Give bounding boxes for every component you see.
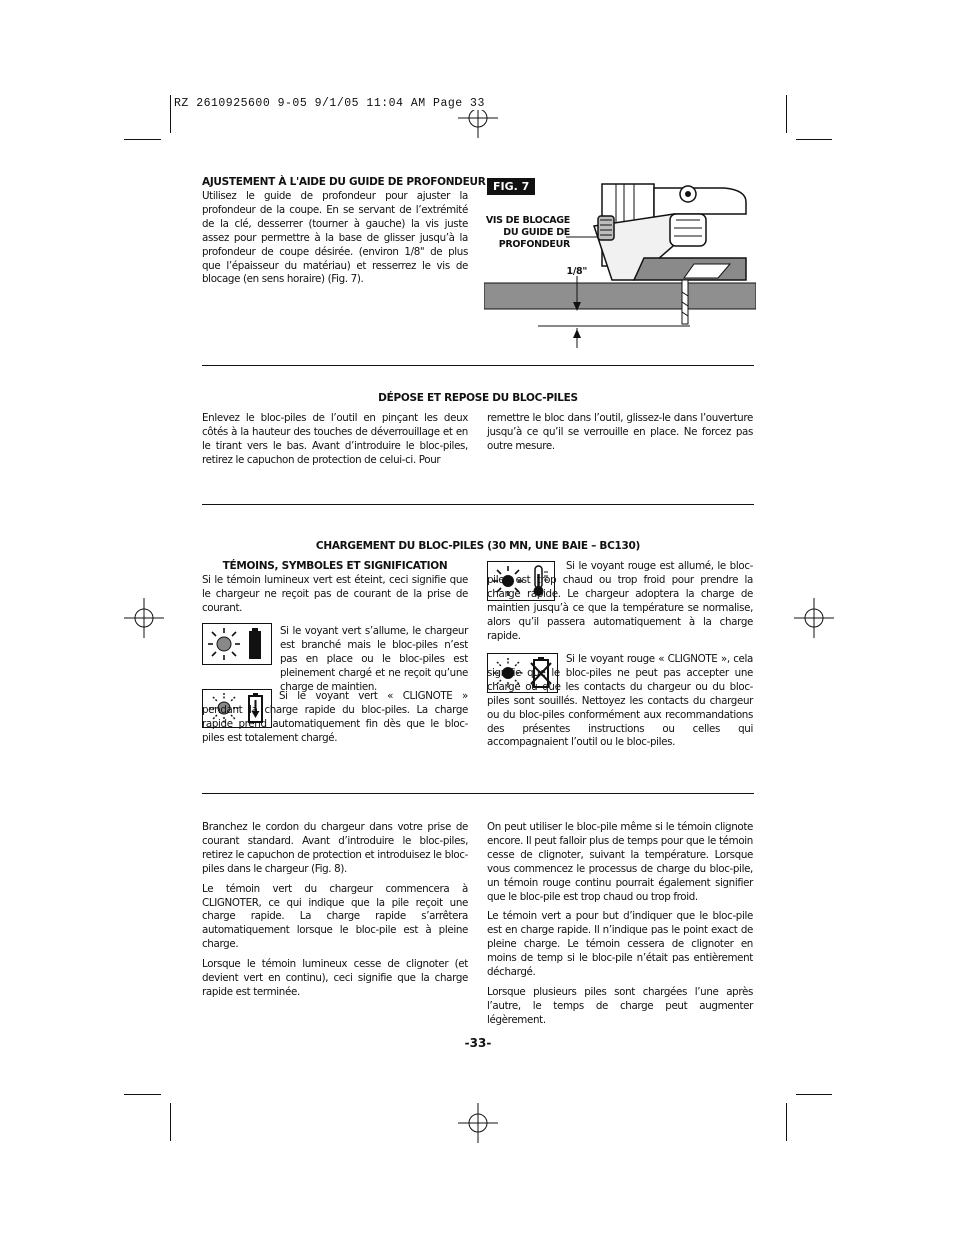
fig7-router-illustration xyxy=(484,180,756,350)
registration-target-bottom xyxy=(458,1103,498,1143)
procedure-left-p2: Le témoin vert du chargeur commencera à CLIGNOTER, ce qui indique que la pile reçoit une charge rapide. La charge rapide s’arrêtera automatiquement lorsque le bloc-pile est à pleine charge. xyxy=(202,882,468,951)
battery-col1: Enlevez le bloc-piles de l’outil en pinçant les deux côtés à la hauteur des touches de déverrouillage et en le tirant vers le bas. Avant d’introduire le bloc-piles, retirez le capuchon de protection de celui-ci. Pour xyxy=(202,412,468,466)
charging-subheading: TÉMOINS, SYMBOLES ET SIGNIFICATION xyxy=(222,560,448,572)
callout-line-2: DU GUIDE DE xyxy=(503,227,570,238)
procedure-left-column xyxy=(202,821,468,1006)
fig7-label: FIG. 7 xyxy=(487,178,535,195)
procedure-right-p1: On peut utiliser le bloc-pile même si le témoin clignote encore. Il peut falloir plus de temps pour que le témoin cesse de clignoter, suivant la température. Lorsque vous commencez le processus de charge du bloc-pile, un témoin rouge continu pourrait également signifier que le bloc-pile est trop chaud ou trop froid. xyxy=(487,821,753,903)
procedure-right-p2: Le témoin vert a pour but d’indiquer que le bloc-pile est en charge rapide. Il n’indique pas le point exact de pleine charge. Le témoin cessera de clignoter en moins de temp si le bloc-pile n’était pas entièrement déchargé. xyxy=(487,910,753,979)
callout-line-1: VIS DE BLOCAGE xyxy=(485,215,570,226)
divider-2 xyxy=(202,504,754,505)
divider-3 xyxy=(202,793,754,794)
red-blink-text: Si le voyant rouge « CLIGNOTE », cela signifie que le bloc-piles ne peut pas accepter une charge ou que les contacts du chargeur ou du bloc-piles sont souillés. Nettoyez les contacts du chargeur ou du bloc-piles conformément aux recommandations des présentes instructions ou celles qui accompagnaient l’outil ou le bloc-piles. xyxy=(487,653,753,749)
fig7-dimension: 1/8" xyxy=(566,266,587,277)
charging-heading: CHARGEMENT DU BLOC-PILES (30 MN, UNE BAIE – BC130) xyxy=(315,540,641,552)
green-on-icon-box xyxy=(202,623,272,665)
registration-target-left xyxy=(124,598,164,638)
callout-line-3: PROFONDEUR xyxy=(498,239,570,250)
procedure-left-p3: Lorsque le témoin lumineux cesse de clignoter (et devient vert en continu), ceci signifie que la charge rapide est terminée. xyxy=(202,958,468,998)
procedure-right-p3: Lorsque plusieurs piles sont chargées l’une après l’autre, le temps de charge peut augmenter légèrement. xyxy=(487,985,753,1026)
divider-1 xyxy=(202,365,754,366)
green-blink-text: Si le voyant vert « CLIGNOTE » pendant la charge rapide du bloc-piles. La charge rapide prend automatiquement fin dès que le bloc-piles est totalement chargé. xyxy=(202,690,468,744)
battery-col2: remettre le bloc dans l’outil, glissez-le dans l’ouverture jusqu’à ce qu’il se verrouille en place. Ne forcez pas outre mesure. xyxy=(487,412,753,452)
page-number: -33- xyxy=(464,1036,492,1050)
battery-heading: DÉPOSE ET REPOSE DU BLOC-PILES xyxy=(378,392,578,404)
registration-target-right xyxy=(794,598,834,638)
procedure-right-column xyxy=(487,821,753,1034)
print-header: RZ 2610925600 9-05 9/1/05 11:04 AM Page 33 xyxy=(174,97,485,110)
charging-intro: Si le témoin lumineux vert est éteint, ceci signifie que le chargeur ne reçoit pas de courant de la prise de courant. xyxy=(202,574,468,614)
light-on-battery-icon xyxy=(203,624,270,663)
procedure-left-p1: Branchez le cordon du chargeur dans votre prise de courant standard. Avant d’introduire le bloc-piles, retirez le capuchon de protection et introduisez le bloc-piles dans le chargeur (Fig. 8). xyxy=(202,821,468,875)
depth-heading: AJUSTEMENT À L'AIDE DU GUIDE DE PROFONDEUR xyxy=(202,176,486,188)
green-on-text: Si le voyant vert s’allume, le chargeur est branché mais le bloc-piles n’est pas en place ou le bloc-piles est pleinement chargé et ne reçoit qu’une charge de maintien. xyxy=(280,625,468,693)
depth-body: Utilisez le guide de profondeur pour ajuster la profondeur de la coupe. En se servant de l’extrémité de la clé, desserrer (tourner à gauche) la vis juste assez pour permettre à la base de glisser jusqu’à la profondeur de coupe désirée. (environ 1/8" de plus que l’épaisseur du matériau) et resserrez le vis de blocage (en sens horaire) (Fig. 7). xyxy=(202,190,468,286)
red-on-text: Si le voyant rouge est allumé, le bloc-piles est trop chaud ou trop froid pour prendre la charge rapide. Le chargeur adoptera la charge de maintien jusqu’à ce que la température se normalise, alors qu’il passera automatiquement à la charge rapide. xyxy=(487,560,753,642)
